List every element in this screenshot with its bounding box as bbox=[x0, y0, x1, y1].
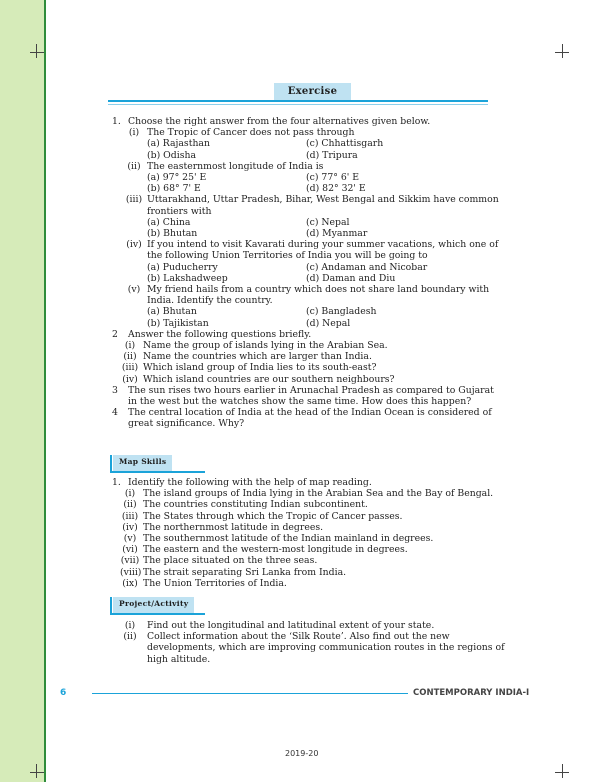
answer-option: (c) Bangladesh bbox=[306, 306, 377, 318]
sub-question-number: (iv) bbox=[122, 521, 138, 533]
sub-question-text: The Tropic of Cancer does not pass through bbox=[147, 127, 355, 139]
sub-question-text: The island groups of India lying in the Arabian Sea and the Bay of Bengal. bbox=[143, 488, 494, 500]
sub-question-number: (ii) bbox=[127, 160, 141, 172]
edition-year: 2019-20 bbox=[285, 749, 319, 758]
sub-question-text: The countries constituting Indian subcontinent. bbox=[143, 499, 368, 511]
sub-question-number: (i) bbox=[124, 620, 136, 631]
sub-question-number: (iii) bbox=[125, 194, 143, 206]
activity-text: developments, which are improving communication routes in the regions of bbox=[147, 642, 505, 654]
project-underline bbox=[110, 613, 205, 615]
answer-option: (a) Puducherry bbox=[147, 261, 218, 273]
exercise-rule-thin bbox=[108, 104, 488, 105]
answer-option: (c) Andaman and Nicobar bbox=[306, 261, 428, 273]
answer-option: (c) 77° 6' E bbox=[306, 172, 360, 183]
question-stem: Identify the following with the help of map reading. bbox=[128, 477, 372, 488]
sub-question-number: (iii) bbox=[121, 362, 139, 374]
answer-option: (d) Tripura bbox=[306, 149, 358, 161]
activity-text: high altitude. bbox=[147, 653, 211, 665]
sub-question-text: The place situated on the three seas. bbox=[143, 555, 318, 567]
answer-option: (b) Lakshadweep bbox=[147, 272, 228, 284]
sub-question-number: (iii) bbox=[121, 510, 139, 522]
sub-question-text: If you intend to visit Kavarati during your summer vacations, which one of bbox=[147, 239, 499, 251]
answer-option: (a) China bbox=[147, 216, 191, 228]
sub-question-number: (v) bbox=[127, 284, 141, 295]
exercise-rule bbox=[108, 100, 488, 102]
sub-question-text: the following Union Territories of India you will be going to bbox=[147, 250, 428, 262]
question-stem: Choose the right answer from the four alternatives given below. bbox=[128, 116, 431, 127]
sub-question-number: (ii) bbox=[123, 631, 137, 643]
question-number: 1. bbox=[112, 116, 121, 127]
sub-question-text: Name the countries which are larger than India. bbox=[143, 351, 372, 363]
footer-rule bbox=[92, 693, 408, 694]
crop-mark bbox=[36, 44, 37, 58]
sub-question-text: The southernmost latitude of the Indian mainland in degrees. bbox=[143, 533, 434, 544]
sub-question-number: (ix) bbox=[122, 577, 138, 589]
answer-option: (c) Chhattisgarh bbox=[306, 138, 384, 150]
page-number: 6 bbox=[60, 688, 67, 698]
question-number: 4 bbox=[112, 407, 118, 419]
question-text: The sun rises two hours earlier in Arunachal Pradesh as compared to Gujarat bbox=[128, 384, 494, 396]
sub-question-number: (viii) bbox=[120, 566, 142, 578]
crop-mark bbox=[36, 764, 37, 778]
map-skills-heading: Map Skills bbox=[113, 455, 172, 471]
sub-question-text: India. Identify the country. bbox=[147, 295, 273, 307]
sub-question-text: The Union Territories of India. bbox=[143, 577, 287, 589]
side-margin-line bbox=[44, 0, 46, 782]
sub-question-text: My friend hails from a country which does not share land boundary with bbox=[147, 284, 490, 295]
crop-mark bbox=[30, 772, 44, 773]
sub-question-text: The strait separating Sri Lanka from India. bbox=[143, 566, 347, 578]
sub-question-text: The easternmost longitude of India is bbox=[147, 160, 324, 172]
answer-option: (d) Myanmar bbox=[306, 228, 368, 239]
sub-question-number: (i) bbox=[128, 127, 140, 139]
question-text: in the west but the watches show the same time. How does this happen? bbox=[128, 396, 472, 407]
sub-question-number: (i) bbox=[124, 488, 136, 500]
crop-mark bbox=[562, 44, 563, 58]
question-stem: Answer the following questions briefly. bbox=[128, 328, 312, 340]
side-margin-strip bbox=[0, 0, 44, 782]
sub-question-text: Which island group of India lies to its south-east? bbox=[143, 362, 377, 374]
sub-question-text: The northernmost latitude in degrees. bbox=[143, 521, 324, 533]
answer-option: (d) 82° 32' E bbox=[306, 183, 366, 195]
sub-question-number: (i) bbox=[124, 340, 136, 351]
book-title: CONTEMPORARY INDIA-I bbox=[413, 688, 530, 698]
answer-option: (b) Tajikistan bbox=[147, 317, 209, 329]
answer-option: (b) Odisha bbox=[147, 149, 197, 161]
sub-question-number: (vii) bbox=[120, 555, 140, 567]
question-number: 3 bbox=[112, 384, 118, 396]
exercise-heading: Exercise bbox=[287, 86, 338, 97]
answer-option: (a) 97° 25' E bbox=[147, 172, 207, 183]
answer-option: (b) Bhutan bbox=[147, 228, 198, 239]
question-text: great significance. Why? bbox=[128, 418, 245, 430]
sub-question-text: Which island countries are our southern neighbours? bbox=[143, 373, 395, 385]
sub-question-number: (ii) bbox=[123, 351, 137, 363]
answer-option: (a) Bhutan bbox=[147, 306, 197, 318]
answer-option: (c) Nepal bbox=[306, 216, 350, 228]
sub-question-number: (iv) bbox=[122, 373, 138, 385]
project-heading: Project/Activity bbox=[113, 597, 194, 613]
map-skills-underline bbox=[110, 471, 205, 473]
question-number: 1. bbox=[112, 477, 121, 488]
answer-option: (d) Nepal bbox=[306, 317, 351, 329]
sub-question-number: (iv) bbox=[126, 239, 142, 251]
answer-option: (a) Rajasthan bbox=[147, 138, 210, 150]
answer-option: (b) 68° 7' E bbox=[147, 183, 201, 195]
question-text: The central location of India at the head of the Indian Ocean is considered of bbox=[128, 407, 492, 419]
answer-option: (d) Daman and Diu bbox=[306, 272, 396, 284]
sub-question-text: frontiers with bbox=[147, 205, 212, 217]
crop-mark bbox=[562, 764, 563, 778]
activity-text: Collect information about the ‘Silk Route’. Also find out the new bbox=[147, 631, 450, 643]
sub-question-text: The eastern and the western-most longitude in degrees. bbox=[143, 544, 408, 556]
sub-question-number: (vi) bbox=[122, 544, 138, 556]
sub-question-text: Uttarakhand, Uttar Pradesh, Bihar, West Bengal and Sikkim have common bbox=[147, 194, 499, 206]
question-number: 2 bbox=[112, 328, 118, 340]
crop-mark bbox=[30, 52, 44, 53]
sub-question-text: Name the group of islands lying in the Arabian Sea. bbox=[143, 340, 388, 351]
activity-text: Find out the longitudinal and latitudinal extent of your state. bbox=[147, 620, 435, 631]
sub-question-number: (ii) bbox=[123, 499, 137, 511]
sub-question-number: (v) bbox=[123, 533, 137, 544]
sub-question-text: The States through which the Tropic of Cancer passes. bbox=[143, 510, 403, 522]
